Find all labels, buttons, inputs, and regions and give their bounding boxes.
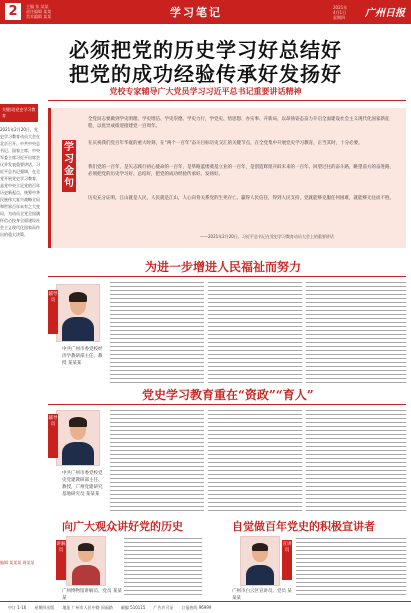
date-line: 星期四 (333, 15, 345, 20)
article-2-headline: 党史学习教育重在“资政”“育人” (142, 388, 314, 402)
divider (48, 100, 406, 101)
editor-line: 责任编辑 某某 (26, 9, 52, 14)
page-footer: 中订 1-16 星期四出版 地址 广州市人民中路 同福路 邮编 510115 广告许可证 订报热线 96999 (0, 601, 411, 613)
quote-source: ——2021年2月20日，习近平总书记在党史学习教育动员大会上的重要讲话 (200, 234, 334, 239)
article-1-text-col (306, 282, 406, 384)
section-title: 学习笔记 (170, 6, 222, 19)
author-caption-1: 中共广州市委党校经济学教研部主任、教授 某某某 (62, 347, 103, 366)
quote-paragraph: 历史充分证明，江山就是人民，人民就是江山，人心向背关系党的生死存亡。赢得人民信任，得到人民支持，党就能够克服任何困难，就能够无往而不胜。 (88, 196, 394, 201)
author-tag-3: 讲解员 (56, 540, 66, 580)
author-photo-1 (56, 284, 100, 342)
article-4-text-col (296, 538, 406, 598)
date-line: 4月1日 (333, 10, 347, 15)
quote-paragraph: 在庆祝我们党百年华诞的重大时刻，在“两个一百年”奋斗目标历史交汇的关键节点，在全党集中开展党史学习教育，正当其时，十分必要。 (88, 141, 363, 146)
article-1-text-col (208, 282, 302, 384)
article-3-headline: 向广大观众讲好党的历史 (62, 520, 183, 533)
quote-label: 学习金句 (62, 140, 76, 192)
editor-line: 美术编辑 某某 (26, 14, 52, 19)
quote-paragraph: 我们党的一百年，是矢志践行初心使命的一百年，是筚路蓝缕奠基立业的一百年，是创造辉煌开辟未来的一百年。回望过往的奋斗路，眺望前方的奋进路，必须把党的历史学习好、总结好，把党的成功经验传承好、发扬好。 (88, 165, 394, 177)
date-line: 2021年 (333, 5, 348, 10)
keyword-tag: 关键词|党史学习教育 (0, 104, 38, 122)
article-2-text-col (110, 410, 204, 514)
article-4-headline: 自觉做百年党史的积极宣讲者 (232, 520, 375, 533)
author-photo-4 (240, 536, 280, 586)
page-header (0, 0, 411, 24)
issue-date (333, 5, 347, 20)
quote-paragraph: 全党同志要做到学史明理、学史增信、学史崇德、学史力行，学党史、悟思想、办实事、开新局，以昂扬姿态奋力开启全面建设社会主义现代化国家新征程，以优异成绩迎接建党一百周年。 (88, 117, 390, 129)
left-column-editor: 编辑 某某某 周某某 (0, 560, 35, 565)
author-tag-4: 宣讲员 (282, 540, 292, 580)
divider (48, 404, 406, 405)
author-caption-3: 广州博物馆讲解员、党员 某某某 (62, 589, 122, 601)
article-2-text-col (208, 410, 302, 514)
editor-info (26, 4, 51, 19)
author-tag-2: 辅导员 (48, 414, 58, 458)
article-2-text-col (306, 410, 406, 514)
headline-line-2: 把党的成功经验传承好发扬好 (69, 62, 342, 86)
author-photo-2 (56, 410, 100, 466)
page-number: 2 (5, 3, 21, 20)
editor-line: 主编 张 某某 (26, 4, 49, 9)
author-photo-3 (66, 536, 106, 586)
author-tag-1: 辅导员 (48, 290, 58, 334)
article-3-text-col (124, 538, 202, 598)
newspaper-logo: 广州日报 (365, 8, 405, 19)
article-1-headline: 为进一步增进人民福祉而努力 (145, 260, 302, 274)
headline-subtitle: 党校专家辅导广大党员学习习近平总书记重要讲话精神 (109, 87, 302, 96)
article-1-text-col (110, 282, 204, 384)
divider (48, 276, 406, 277)
author-caption-4: 广州市白云区宣讲员、党员 某某某 (232, 589, 292, 601)
author-caption-2: 中共广州市委党校党史党建教研部主任、教授，广州党建研究基地研究员 某某某 (62, 471, 103, 497)
left-column-text: 2021年2月20日，党史学习教育动员大会在北京召开。中共中央总书记、国家主席、中央军委主席习近平出席会议并发表重要讲话。习近平总书记强调，在全党开展党史学习教育，是党中央立足党的百年历史新起点、统筹中华民族伟大复兴战略全局和世界百年未有之大变局，为动员全党全国满怀信心投身全面建设社会主义现代化国家而作出的重大决策。 (0, 127, 40, 237)
headline-line-1: 必须把党的历史学习好总结好 (69, 38, 342, 62)
